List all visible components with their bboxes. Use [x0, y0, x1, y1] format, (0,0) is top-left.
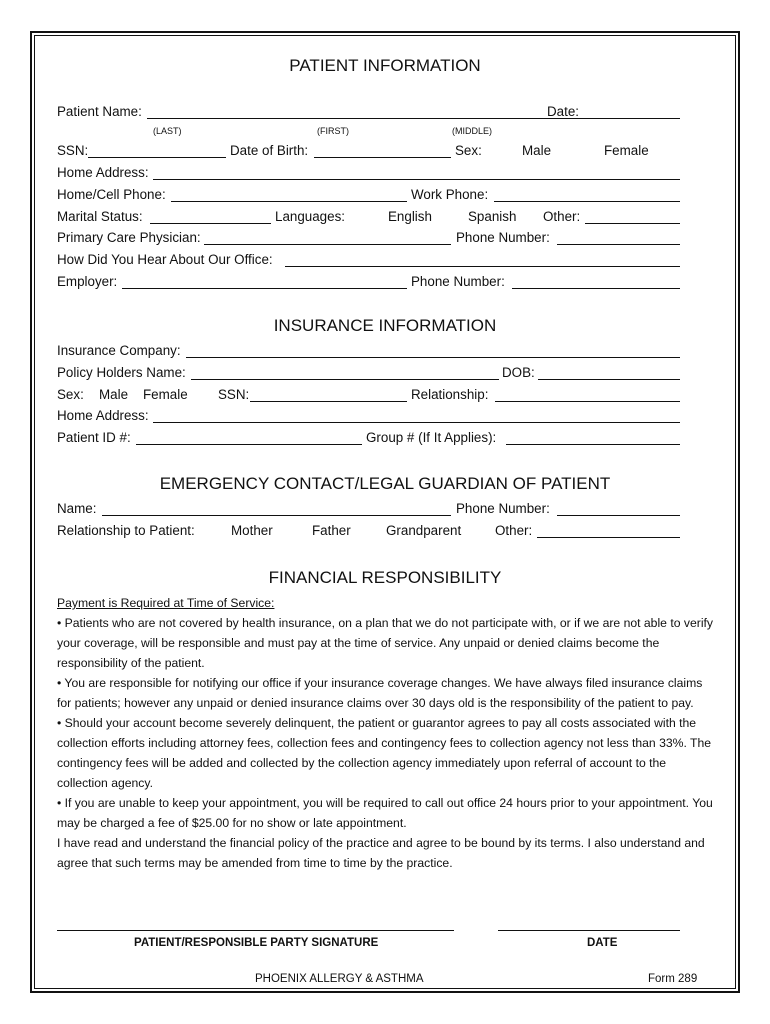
employer-field[interactable]	[122, 274, 407, 289]
financial-bullet-2: • You are responsible for notifying our office if your insurance coverage changes. We have always filed insurance claims for patients; however any unpaid or denied insurance claims over 30 days old is the responsibility of the patient to pay.	[57, 676, 703, 710]
home-address-label: Home Address:	[57, 165, 149, 180]
insurance-home-address-label: Home Address:	[57, 408, 149, 423]
signature-date-line[interactable]	[498, 930, 680, 931]
insurance-sex-label: Sex:	[57, 387, 84, 402]
home-cell-phone-field[interactable]	[171, 187, 407, 202]
language-other-label: Other:	[543, 209, 581, 224]
relationship-other-label: Other:	[495, 523, 533, 538]
insurance-sex-female-option[interactable]: Female	[143, 387, 188, 402]
home-address-row	[57, 165, 680, 183]
agreement-statement: I have read and understand the financial policy of the practice and agree to be bound by its terms. I also understand and agree that such terms may be amended from time to time by the practice.	[57, 836, 705, 870]
patient-id-label: Patient ID #:	[57, 430, 131, 445]
insurance-dob-label: DOB:	[502, 365, 535, 380]
employer-label: Employer:	[57, 274, 118, 289]
policy-holders-name-field[interactable]	[191, 365, 499, 380]
financial-responsibility-title: FINANCIAL RESPONSIBILITY	[268, 568, 502, 587]
language-english-option[interactable]: English	[388, 209, 432, 224]
relationship-to-patient-label: Relationship to Patient:	[57, 523, 195, 538]
pcp-field[interactable]	[204, 230, 451, 245]
payment-required-heading: Payment is Required at Time of Service:	[57, 596, 275, 610]
patient-id-field[interactable]	[136, 430, 362, 445]
financial-bullet-3: • Should your account become severely delinquent, the patient or guarantor agrees to pay all costs associated with the collection efforts including attorney fees, collection fees and contingency fees to collection agency not less than 33%. The contingency fees will be added and collected by the collection agency immediately upon referral of account to the collection agency.	[57, 716, 712, 790]
signature-date-label: DATE	[587, 937, 618, 949]
employer-phone-label: Phone Number:	[411, 274, 505, 289]
emergency-phone-label: Phone Number:	[456, 501, 550, 516]
hear-about-label: How Did You Hear About Our Office:	[57, 252, 273, 267]
emergency-contact-title: EMERGENCY CONTACT/LEGAL GUARDIAN OF PATIENT	[159, 474, 611, 493]
insurance-address-row	[57, 408, 680, 426]
ssn-dob-sex-row	[57, 143, 680, 161]
relationship-label: Relationship:	[411, 387, 489, 402]
insurance-information-title: INSURANCE INFORMATION	[273, 316, 497, 335]
insurance-home-address-field[interactable]	[153, 408, 680, 423]
insurance-ssn-field[interactable]	[250, 387, 407, 402]
marital-status-label: Marital Status:	[57, 209, 143, 224]
emergency-name-field[interactable]	[102, 501, 451, 516]
referral-row	[57, 252, 680, 270]
relationship-grandparent-option[interactable]: Grandparent	[386, 523, 462, 538]
group-number-field[interactable]	[506, 430, 680, 445]
pcp-label: Primary Care Physician:	[57, 230, 201, 245]
last-name-hint: (LAST)	[153, 126, 182, 136]
employer-row	[57, 274, 680, 292]
emergency-name-label: Name:	[57, 501, 97, 516]
form-number: Form 289	[648, 973, 698, 985]
financial-bullet-1: • Patients who are not covered by health insurance, on a plan that we do not participate with, or if we are not able to verify your coverage, will be responsible and must pay at the time of service. Any unpaid or denied claims become the responsibility of the patient.	[57, 616, 714, 670]
emergency-name-row	[57, 501, 680, 519]
patient-name-field[interactable]	[147, 104, 599, 119]
home-cell-phone-label: Home/Cell Phone:	[57, 187, 166, 202]
patient-name-label: Patient Name:	[57, 104, 142, 119]
languages-label: Languages:	[275, 209, 345, 224]
dob-label: Date of Birth:	[230, 143, 309, 158]
insurance-company-row	[57, 343, 680, 361]
financial-bullet-4: • If you are unable to keep your appointment, you will be required to call out office 24 hours prior to your appointment. You may be charged a fee of $25.00 for no show or late appointment.	[57, 796, 713, 830]
home-address-field[interactable]	[153, 165, 680, 180]
date-label: Date:	[547, 104, 580, 119]
pcp-phone-label: Phone Number:	[456, 230, 550, 245]
relationship-father-option[interactable]: Father	[312, 523, 351, 538]
date-field[interactable]	[584, 104, 680, 119]
sex-label: Sex:	[455, 143, 482, 158]
pcp-phone-field[interactable]	[557, 230, 680, 245]
patient-information-title: PATIENT INFORMATION	[289, 56, 481, 75]
patient-name-row	[57, 104, 680, 122]
policy-holder-row	[57, 365, 680, 383]
pcp-row	[57, 230, 680, 248]
emergency-relationship-row	[57, 523, 680, 541]
financial-policy-text	[57, 593, 717, 873]
sex-male-option[interactable]: Male	[522, 143, 552, 158]
work-phone-field[interactable]	[494, 187, 680, 202]
ssn-field[interactable]	[88, 143, 226, 158]
emergency-phone-field[interactable]	[557, 501, 680, 516]
signature-label: PATIENT/RESPONSIBLE PARTY SIGNATURE	[134, 937, 379, 949]
policy-holders-name-label: Policy Holders Name:	[57, 365, 186, 380]
language-spanish-option[interactable]: Spanish	[468, 209, 517, 224]
work-phone-label: Work Phone:	[411, 187, 489, 202]
insurance-sex-male-option[interactable]: Male	[99, 387, 129, 402]
relationship-mother-option[interactable]: Mother	[231, 523, 273, 538]
relationship-other-field[interactable]	[537, 523, 680, 538]
group-number-label: Group # (If It Applies):	[366, 430, 497, 445]
middle-name-hint: (MIDDLE)	[452, 126, 492, 136]
sex-female-option[interactable]: Female	[604, 143, 649, 158]
phone-row	[57, 187, 680, 205]
marital-status-field[interactable]	[150, 209, 271, 224]
practice-name: PHOENIX ALLERGY & ASTHMA	[255, 973, 424, 985]
hear-about-field[interactable]	[285, 252, 680, 267]
relationship-field[interactable]	[495, 387, 680, 402]
language-other-field[interactable]	[585, 209, 680, 224]
insurance-company-label: Insurance Company:	[57, 343, 181, 358]
patient-id-row	[57, 430, 680, 448]
insurance-company-field[interactable]	[186, 343, 680, 358]
first-name-hint: (FIRST)	[317, 126, 349, 136]
insurance-dob-field[interactable]	[538, 365, 680, 380]
insurance-ssn-label: SSN:	[218, 387, 250, 402]
ssn-label: SSN:	[57, 143, 89, 158]
insurance-sex-ssn-row	[57, 387, 680, 405]
employer-phone-field[interactable]	[512, 274, 680, 289]
marital-languages-row	[57, 209, 680, 227]
signature-line[interactable]	[57, 930, 454, 931]
dob-field[interactable]	[314, 143, 451, 158]
